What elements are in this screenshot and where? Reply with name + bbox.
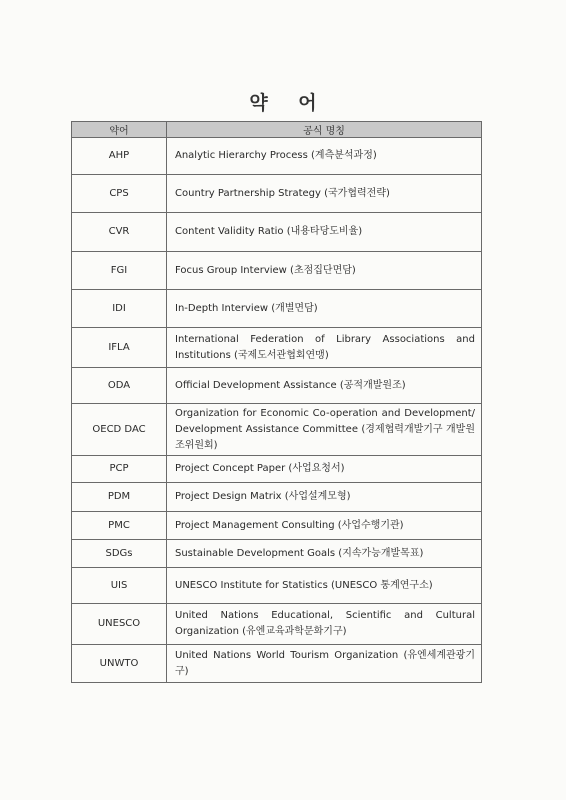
abbreviation-cell: CVR: [72, 213, 167, 252]
table-row: [72, 368, 482, 404]
official-name-cell: In-Depth Interview (개별면담): [167, 290, 482, 328]
table-row: [72, 175, 482, 213]
header-abbreviation: 약어: [72, 122, 167, 138]
abbreviation-cell: PMC: [72, 512, 167, 540]
table-row: [72, 290, 482, 328]
abbreviation-cell: UNESCO: [72, 604, 167, 645]
table-row: [72, 540, 482, 568]
abbreviation-cell: IFLA: [72, 328, 167, 368]
abbreviation-cell: PCP: [72, 456, 167, 483]
abbreviation-cell: UIS: [72, 568, 167, 604]
table-row: [72, 252, 482, 290]
abbreviation-table: [71, 121, 482, 683]
table-row: [72, 404, 482, 456]
table-row: [72, 328, 482, 368]
table-row: [72, 456, 482, 483]
table-row: [72, 483, 482, 512]
table-row: [72, 645, 482, 683]
official-name-cell: United Nations Educational, Scientific and Cultural Organization (유엔교육과학문화기구): [167, 604, 482, 645]
abbreviation-cell: FGI: [72, 252, 167, 290]
official-name-cell: Focus Group Interview (초점집단면담): [167, 252, 482, 290]
official-name-cell: Organization for Economic Co-operation and Development/ Development Assistance Committee (경제협력개발기구 개발원조위원회): [167, 404, 482, 456]
table-row: [72, 138, 482, 175]
abbreviation-cell: IDI: [72, 290, 167, 328]
abbreviation-cell: CPS: [72, 175, 167, 213]
abbreviation-cell: ODA: [72, 368, 167, 404]
header-official-name: 공식 명칭: [167, 122, 482, 138]
official-name-cell: Project Concept Paper (사업요청서): [167, 456, 482, 483]
official-name-cell: Official Development Assistance (공적개발원조): [167, 368, 482, 404]
abbreviation-cell: OECD DAC: [72, 404, 167, 456]
table-row: [72, 604, 482, 645]
abbreviation-cell: SDGs: [72, 540, 167, 568]
official-name-cell: Content Validity Ratio (내용타당도비율): [167, 213, 482, 252]
official-name-cell: Project Management Consulting (사업수행기관): [167, 512, 482, 540]
official-name-cell: Project Design Matrix (사업설계모형): [167, 483, 482, 512]
abbreviation-cell: AHP: [72, 138, 167, 175]
table-header-row: [72, 122, 482, 138]
table-row: [72, 568, 482, 604]
official-name-cell: Sustainable Development Goals (지속가능개발목표): [167, 540, 482, 568]
official-name-cell: International Federation of Library Associations and Institutions (국제도서관협회연맹): [167, 328, 482, 368]
official-name-cell: UNESCO Institute for Statistics (UNESCO 통계연구소): [167, 568, 482, 604]
abbreviation-cell: UNWTO: [72, 645, 167, 683]
official-name-cell: Analytic Hierarchy Process (계측분석과정): [167, 138, 482, 175]
official-name-cell: Country Partnership Strategy (국가협력전략): [167, 175, 482, 213]
page-title: 약 어: [249, 92, 329, 114]
abbreviation-cell: PDM: [72, 483, 167, 512]
table-row: [72, 213, 482, 252]
table-row: [72, 512, 482, 540]
official-name-cell: United Nations World Tourism Organization (유엔세계관광기구): [167, 645, 482, 683]
